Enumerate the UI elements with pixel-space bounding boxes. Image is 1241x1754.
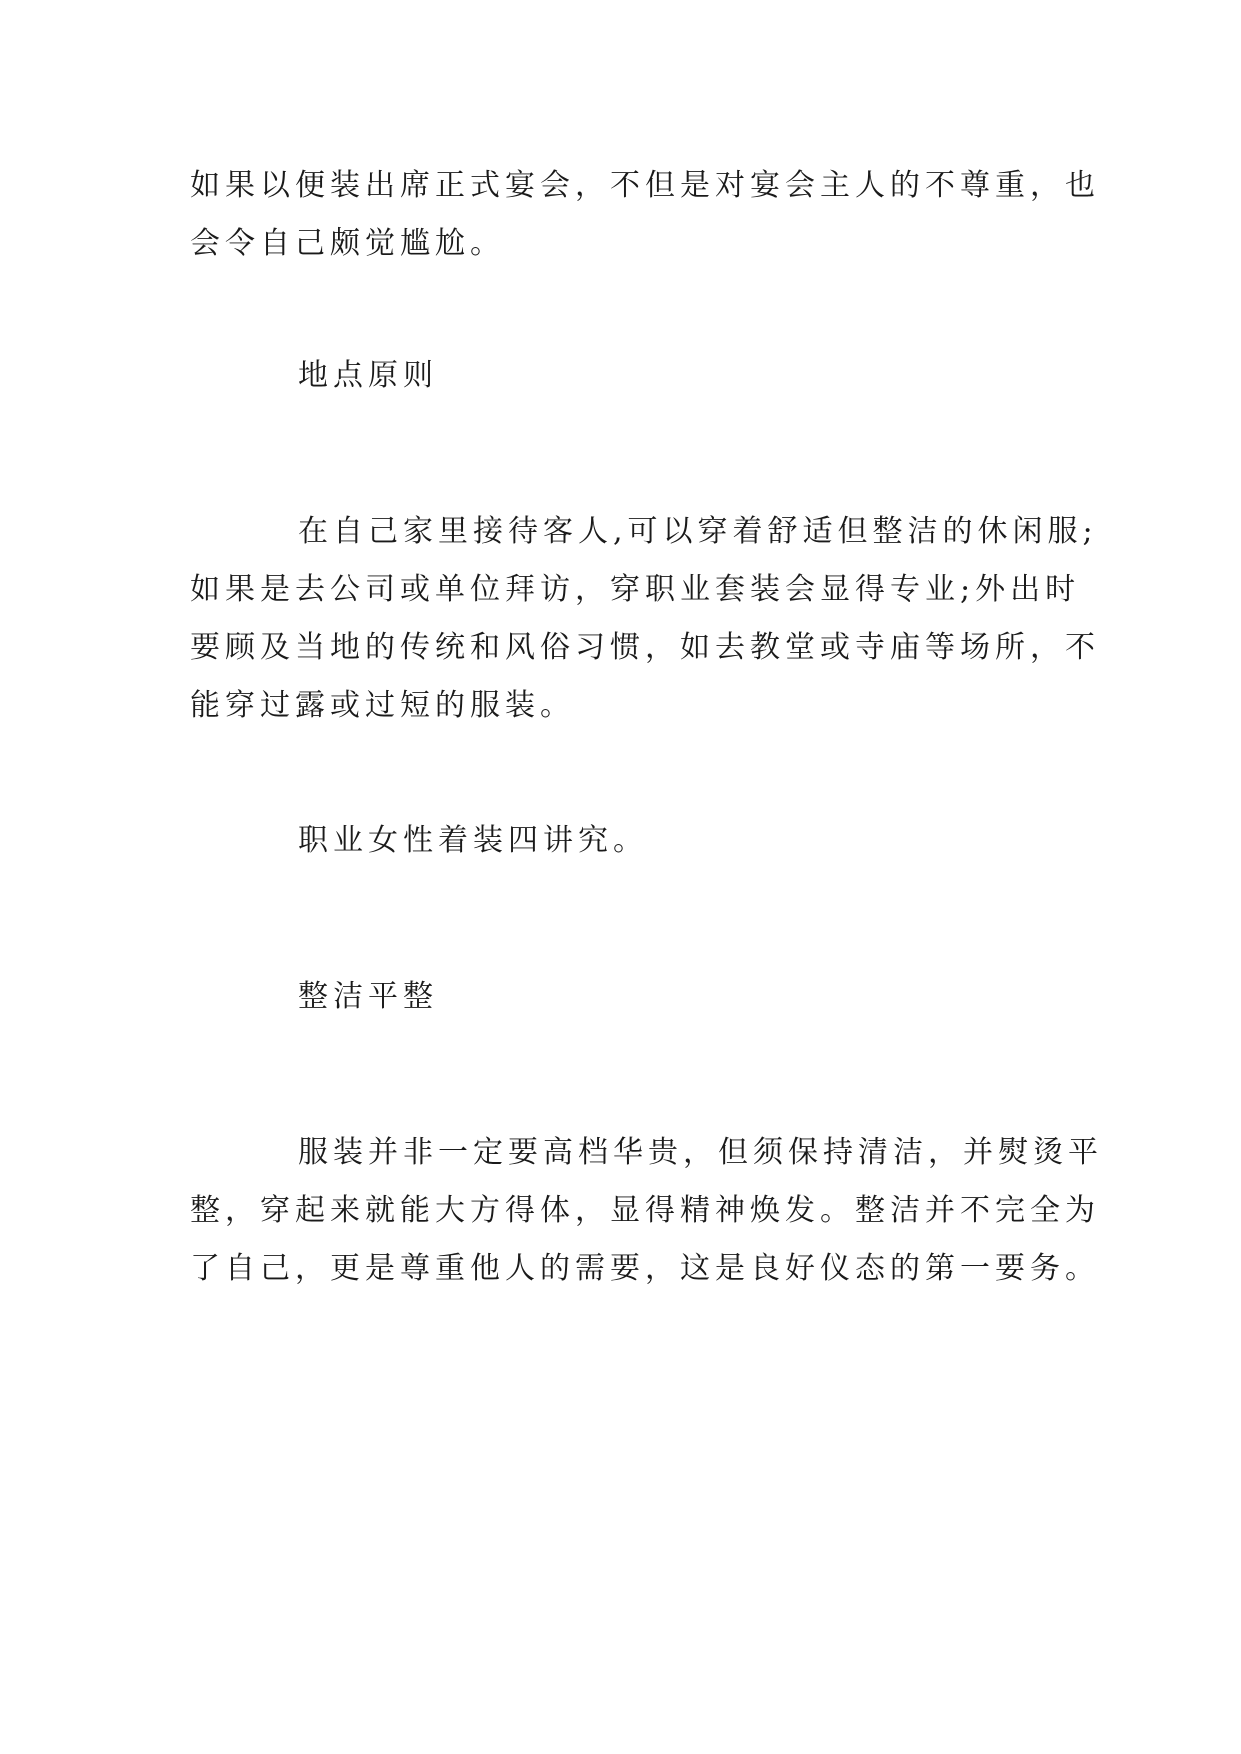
- text-line: 要顾及当地的传统和风俗习惯，如去教堂或寺庙等场所，不: [190, 630, 1100, 665]
- paragraph-banquet-dress: [190, 157, 1100, 273]
- text-line: 如果以便装出席正式宴会，不但是对宴会主人的不尊重，也: [190, 168, 1100, 203]
- heading-location-principle: [190, 347, 1060, 405]
- heading-text: 职业女性着装四讲究。: [298, 823, 648, 858]
- text-line: 在自己家里接待客人,可以穿着舒适但整洁的休闲服;: [298, 514, 1098, 549]
- paragraph-neatness: [190, 1124, 1103, 1298]
- text-line: 如果是去公司或单位拜访，穿职业套装会显得专业;外出时: [190, 572, 1081, 607]
- heading-four-rules: [190, 812, 1060, 870]
- heading-text: 地点原则: [298, 358, 438, 393]
- text-line: 能穿过露或过短的服装。: [190, 688, 575, 723]
- heading-neat-tidy: [190, 968, 1060, 1026]
- paragraph-location-dress: [190, 503, 1100, 735]
- text-line: 会令自己颇觉尴尬。: [190, 226, 505, 261]
- text-line: 了自己，更是尊重他人的需要，这是良好仪态的第一要务。: [190, 1251, 1100, 1286]
- text-line: 服装并非一定要高档华贵，但须保持清洁，并熨烫平: [298, 1135, 1103, 1170]
- text-line: 整，穿起来就能大方得体，显得精神焕发。整洁并不完全为: [190, 1193, 1100, 1228]
- heading-text: 整洁平整: [298, 979, 438, 1014]
